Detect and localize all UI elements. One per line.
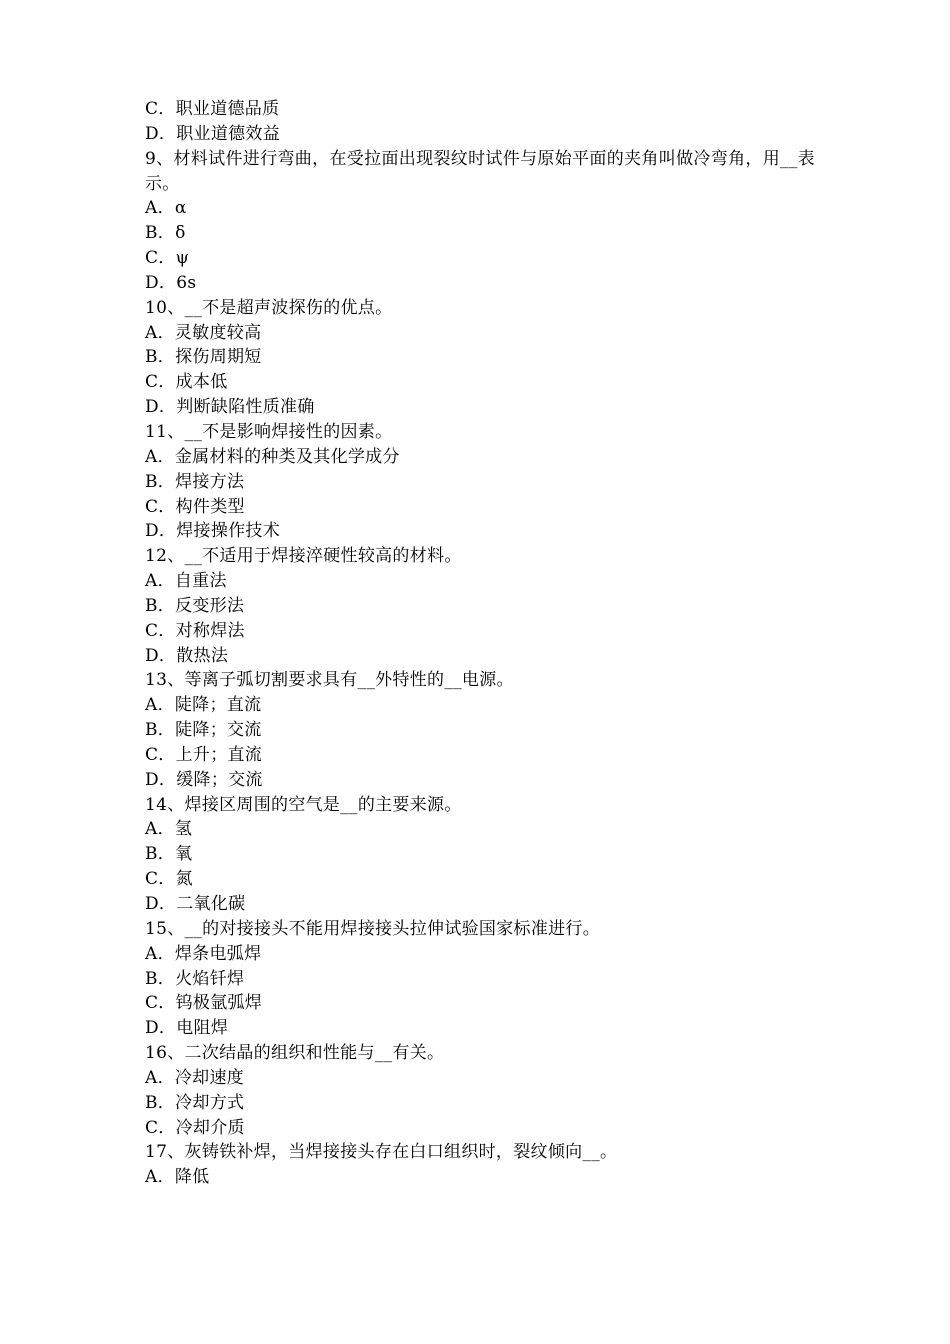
option-line: D．散热法 bbox=[145, 645, 229, 666]
option-line: D．焊接操作技术 bbox=[145, 521, 281, 542]
option-line: D．电阻焊 bbox=[145, 1018, 229, 1039]
option-line: B．陡降；交流 bbox=[145, 720, 262, 741]
option-line: A．冷却速度 bbox=[145, 1067, 245, 1088]
option-line: A．陡降；直流 bbox=[145, 695, 262, 716]
option-line: B．探伤周期短 bbox=[145, 347, 262, 368]
option-line: B．焊接方法 bbox=[145, 471, 245, 492]
question-17: 17、灰铸铁补焊，当焊接接头存在白口组织时，裂纹倾向__。 bbox=[145, 1142, 618, 1163]
option-line: A．α bbox=[145, 198, 187, 219]
option-line: D．6s bbox=[145, 272, 197, 293]
option-line: C．对称焊法 bbox=[145, 620, 245, 641]
option-line: A．焊条电弧焊 bbox=[145, 943, 262, 964]
option-line: A．自重法 bbox=[145, 571, 227, 592]
option-line: C．职业道德品质 bbox=[145, 99, 280, 119]
option-line: B．火焰钎焊 bbox=[145, 968, 245, 989]
option-line: A．氢 bbox=[145, 819, 193, 840]
option-line: B．反变形法 bbox=[145, 595, 245, 616]
option-line: A．金属材料的种类及其化学成分 bbox=[145, 446, 400, 467]
option-line: C．ψ bbox=[145, 248, 190, 269]
question-16: 16、二次结晶的组织和性能与__有关。 bbox=[145, 1043, 445, 1064]
option-line: C．上升；直流 bbox=[145, 744, 263, 765]
option-line: D．判断缺陷性质准确 bbox=[145, 397, 315, 418]
question-9: 9、材料试件进行弯曲，在受拉面出现裂纹时试件与原始平面的夹角叫做冷弯角，用__表示。 bbox=[145, 148, 815, 194]
option-line: C．冷却介质 bbox=[145, 1117, 245, 1138]
question-15: 15、__的对接接头不能用焊接接头拉伸试验国家标准进行。 bbox=[145, 918, 601, 939]
option-line: C．钨极氩弧焊 bbox=[145, 993, 263, 1014]
question-12: 12、__不适用于焊接淬硬性较高的材料。 bbox=[145, 546, 462, 567]
option-line: B．δ bbox=[145, 223, 186, 244]
question-13: 13、等离子弧切割要求具有__外特性的__电源。 bbox=[145, 670, 514, 691]
question-11: 11、__不是影响焊接性的因素。 bbox=[145, 421, 393, 442]
option-line: B．氧 bbox=[145, 844, 193, 865]
option-line: A．灵敏度较高 bbox=[145, 322, 262, 343]
option-line: C．成本低 bbox=[145, 372, 228, 393]
option-line: B．冷却方式 bbox=[145, 1092, 245, 1113]
question-10: 10、__不是超声波探伤的优点。 bbox=[145, 297, 393, 318]
option-line: A．降低 bbox=[145, 1167, 210, 1188]
option-line: D．职业道德效益 bbox=[145, 123, 281, 144]
option-line: D．二氧化碳 bbox=[145, 894, 246, 914]
option-line: C．构件类型 bbox=[145, 496, 245, 517]
question-14: 14、焊接区周围的空气是__的主要来源。 bbox=[145, 794, 462, 815]
option-line: D．缓降；交流 bbox=[145, 769, 263, 790]
document-body bbox=[145, 97, 815, 1190]
option-line: C．氮 bbox=[145, 869, 193, 890]
